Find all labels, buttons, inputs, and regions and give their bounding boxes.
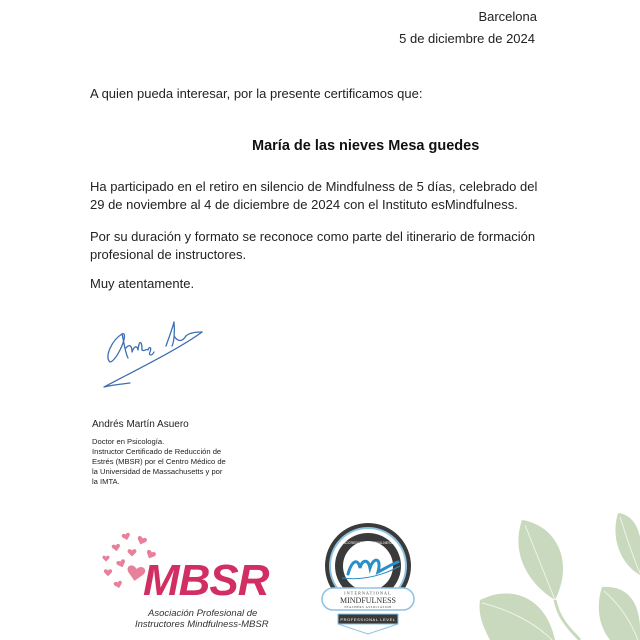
credential-line: Doctor en Psicología. [92, 437, 165, 446]
signer-credentials [92, 437, 262, 487]
credential-line: la IMTA. [92, 477, 120, 486]
paragraph-line: 29 de noviembre al 4 de diciembre de 2024 con el Instituto esMindfulness. [90, 197, 518, 212]
paragraph-line: Ha participado en el retiro en silencio de Mindfulness de 5 días, celebrado del [90, 179, 538, 194]
signature-icon [92, 312, 222, 402]
svg-text:MINDFULNESS: MINDFULNESS [339, 596, 397, 605]
mbsr-association-logo [98, 530, 288, 635]
credential-line: Estrés (MBSR) por el Centro Médico de [92, 457, 226, 466]
letter-place: Barcelona [478, 9, 537, 24]
svg-text:ACCREDITED MINDFULNESS: ACCREDITED MINDFULNESS [342, 541, 394, 545]
leaves-decoration-icon [470, 505, 640, 640]
letter-intro: A quien pueda interesar, por la presente certificamos que: [90, 86, 423, 101]
imta-badge-icon [318, 522, 418, 638]
credential-line: la Universidad de Massachusetts y por [92, 467, 223, 476]
letter-date: 5 de diciembre de 2024 [399, 31, 535, 46]
svg-text:INTERNATIONAL: INTERNATIONAL [344, 590, 392, 596]
paragraph-line: profesional de instructores. [90, 247, 247, 262]
mbsr-subtitle: Asociación Profesional de [148, 608, 258, 619]
letter-closing: Muy atentamente. [90, 276, 195, 291]
svg-text:PROFESSIONAL LEVEL: PROFESSIONAL LEVEL [340, 617, 396, 622]
faded-header-text [100, 0, 270, 2]
svg-text:TEACHERS ASSOCIATION: TEACHERS ASSOCIATION [344, 605, 392, 609]
paragraph-line: Por su duración y formato se reconoce como parte del itinerario de formación [90, 229, 536, 244]
signer-name: Andrés Martín Asuero [92, 419, 189, 430]
recognition-paragraph [90, 228, 550, 264]
credential-line: Instructor Certificado de Reducción de [92, 447, 222, 456]
mbsr-wordmark: MBSR [143, 556, 269, 605]
participation-paragraph [90, 178, 550, 214]
mbsr-subtitle: Instructores Mindfulness-MBSR [135, 619, 269, 630]
recipient-name: María de las nieves Mesa guedes [252, 138, 480, 154]
